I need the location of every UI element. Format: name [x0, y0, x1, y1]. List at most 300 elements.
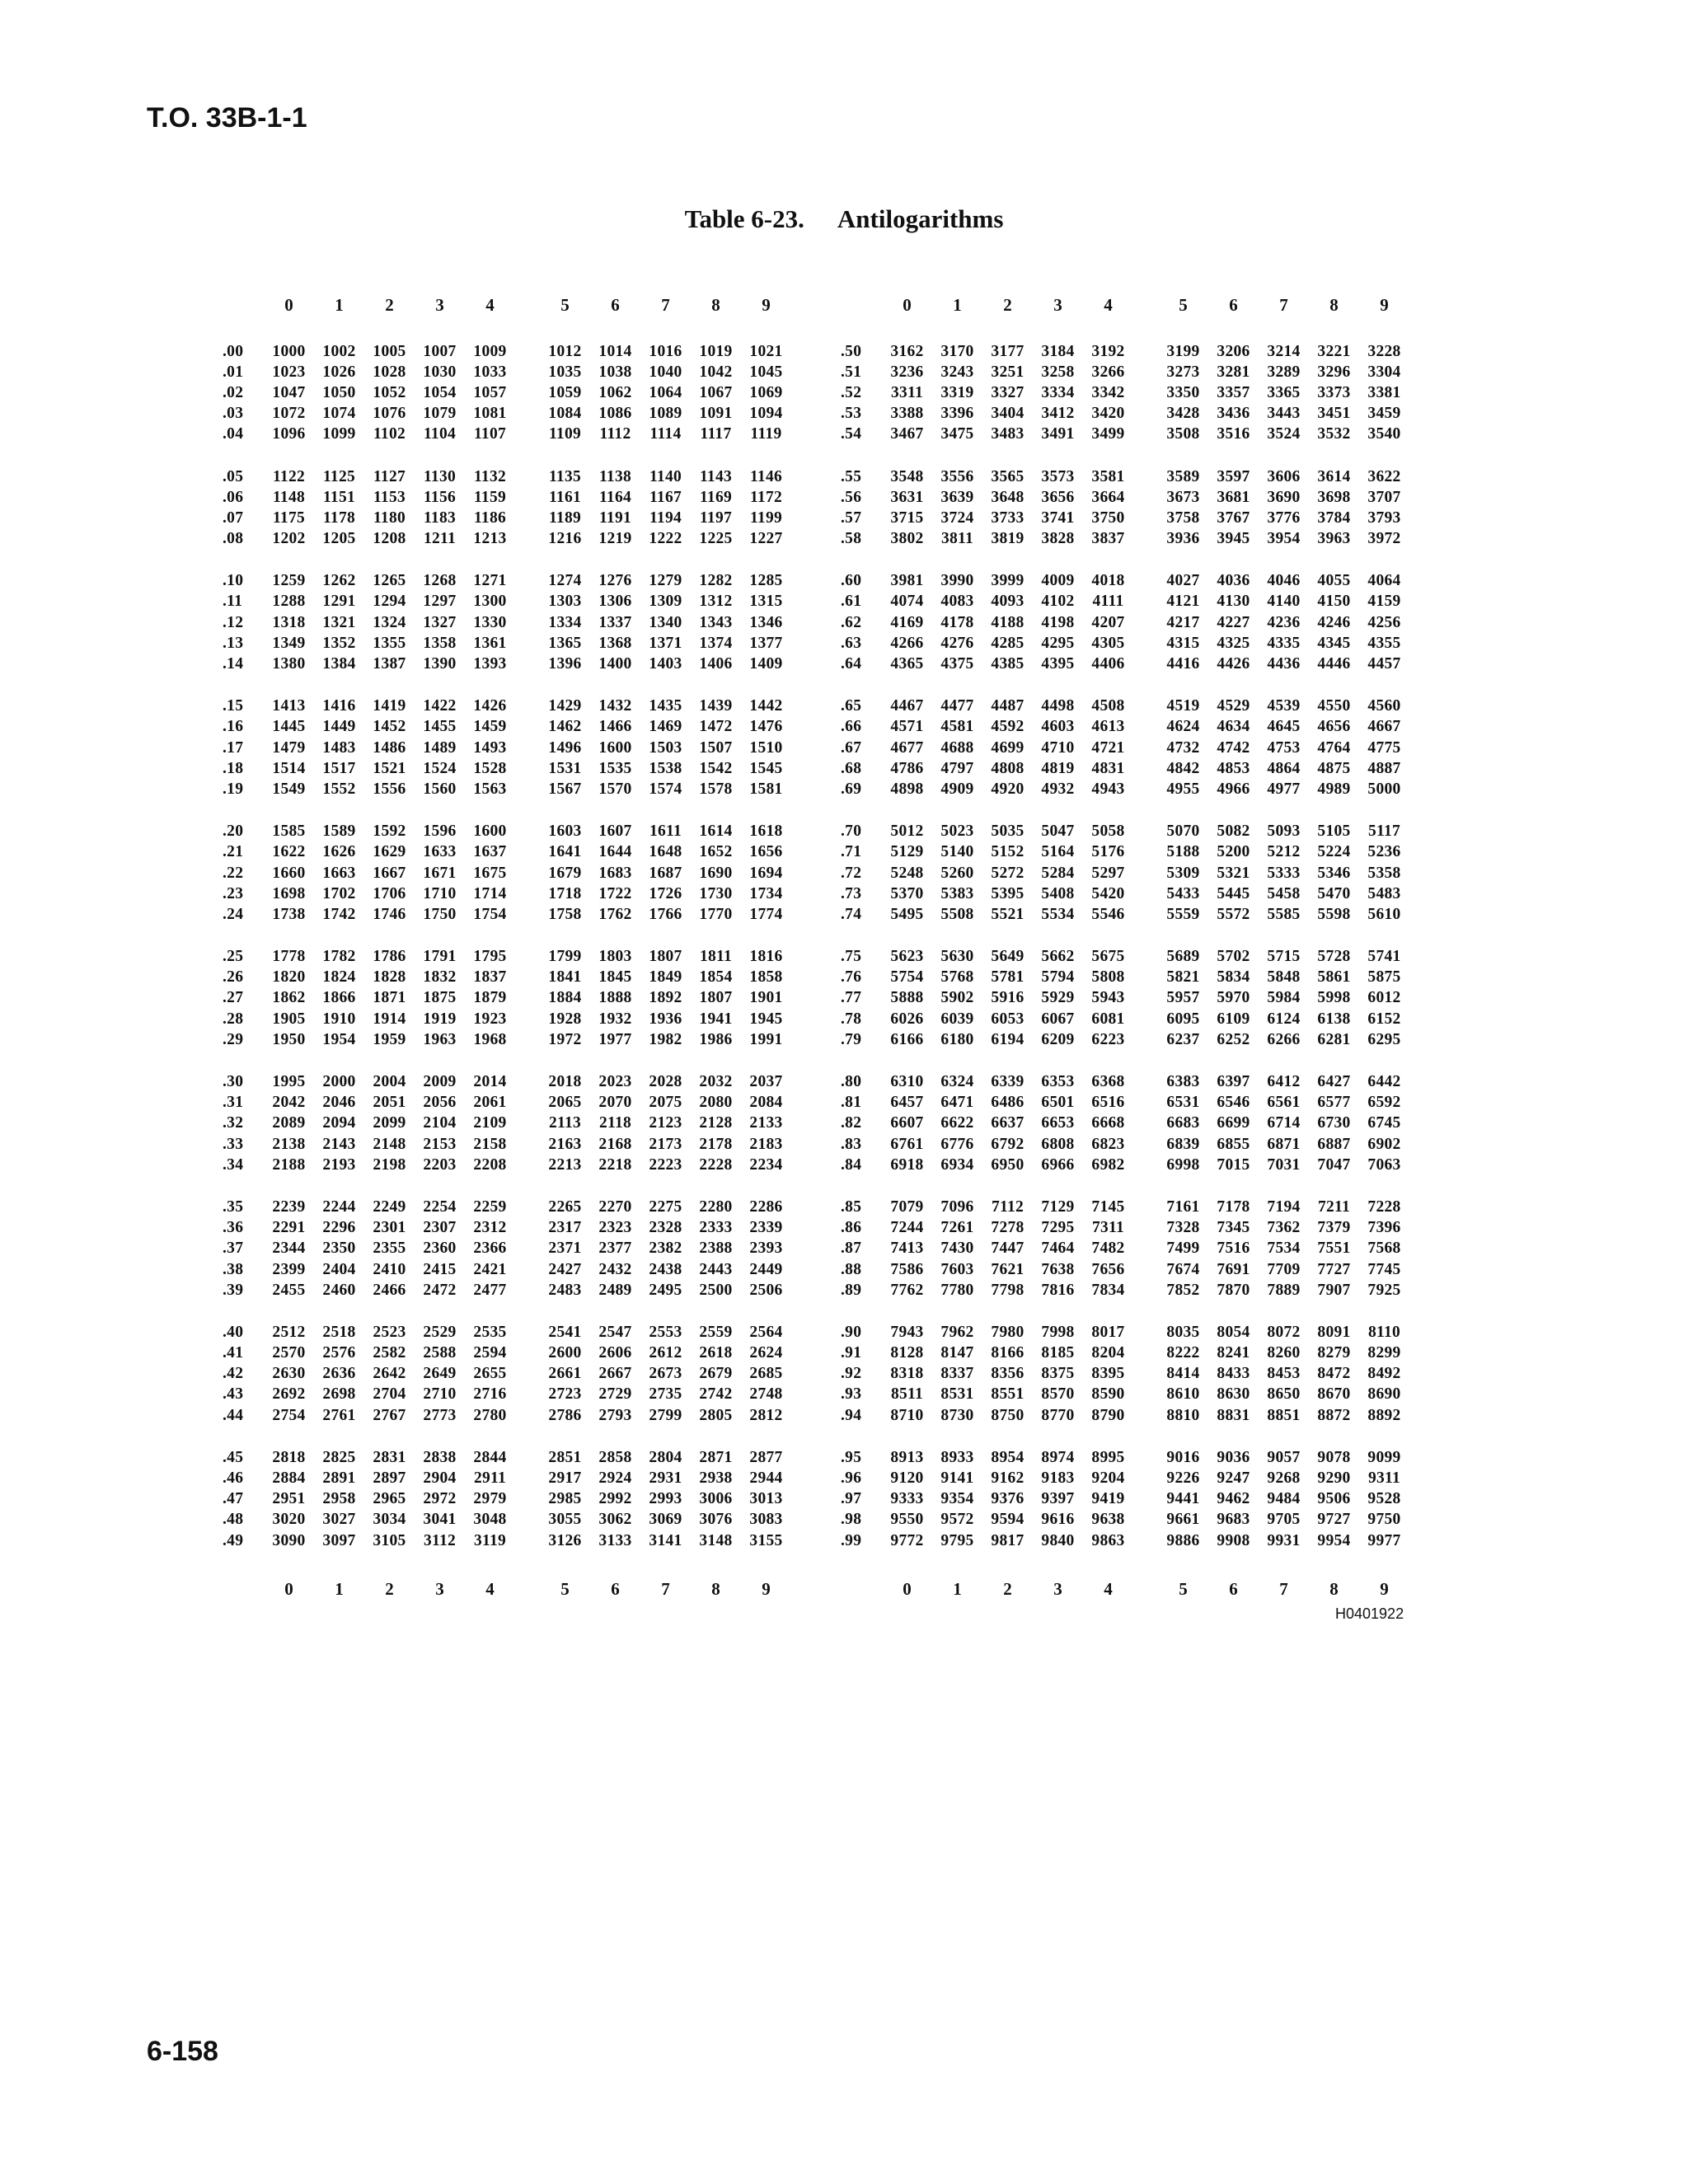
antilog-value: 4295 — [1041, 634, 1075, 652]
antilog-value: 2355 — [373, 1240, 406, 1258]
antilog-value: 2382 — [649, 1240, 682, 1258]
antilog-value: 3963 — [1317, 530, 1351, 548]
antilog-value: 2323 — [598, 1219, 632, 1237]
antilog-value: 4764 — [1317, 738, 1351, 757]
antilog-value: 1718 — [548, 884, 582, 902]
antilog-value: 5929 — [1041, 989, 1075, 1007]
antilog-value: 8279 — [1317, 1344, 1351, 1362]
antilog-value: 2636 — [322, 1365, 356, 1383]
antilog-value: 6745 — [1367, 1114, 1401, 1132]
antilog-value: 1393 — [473, 655, 507, 673]
antilog-value: 1151 — [322, 488, 356, 506]
antilog-value: 4266 — [890, 634, 924, 652]
table-row — [841, 1510, 1409, 1530]
antilog-value: 4753 — [1267, 738, 1301, 757]
antilog-value: 9772 — [890, 1531, 924, 1549]
mantissa-label: .15 — [223, 697, 244, 715]
antilog-value: 1479 — [272, 738, 306, 757]
antilog-value: 1282 — [699, 572, 733, 590]
antilog-value: 2133 — [749, 1114, 783, 1132]
antilog-value: 1361 — [473, 634, 507, 652]
mantissa-label: .71 — [841, 843, 862, 861]
antilog-value: 1585 — [272, 823, 306, 841]
antilog-value: 4159 — [1367, 593, 1401, 611]
antilog-value: 1574 — [649, 780, 682, 798]
table-row — [841, 1071, 1409, 1092]
antilog-value: 4887 — [1367, 759, 1401, 777]
antilog-value: 2275 — [649, 1197, 682, 1216]
antilog-value: 1365 — [548, 634, 582, 652]
column-digit: 1 — [335, 1578, 344, 1599]
antilog-value: 4365 — [890, 655, 924, 673]
antilog-value: 5675 — [1091, 948, 1125, 966]
antilog-value: 1614 — [699, 823, 733, 841]
column-digit: 9 — [762, 294, 771, 315]
antilog-value: 6808 — [1041, 1135, 1075, 1153]
antilog-value: 4498 — [1041, 697, 1075, 715]
antilog-value: 5188 — [1166, 843, 1200, 861]
antilog-value: 1191 — [598, 509, 632, 527]
antilog-value: 3936 — [1166, 530, 1200, 548]
antilog-value: 9572 — [940, 1511, 974, 1529]
antilog-value: 2624 — [749, 1344, 783, 1362]
mantissa-label: .22 — [223, 864, 244, 882]
row-group — [223, 947, 791, 1051]
antilog-value: 2291 — [272, 1219, 306, 1237]
antilog-value: 1172 — [749, 488, 783, 506]
table-row — [223, 1009, 791, 1029]
antilog-value: 1009 — [473, 342, 507, 360]
antilog-value: 1871 — [373, 989, 406, 1007]
antilog-value: 1377 — [749, 634, 783, 652]
antilog-value: 1019 — [699, 342, 733, 360]
antilog-value: 1462 — [548, 718, 582, 736]
antilog-value: 4457 — [1367, 655, 1401, 673]
antilog-value: 7998 — [1041, 1323, 1075, 1341]
antilog-value: 1294 — [373, 593, 406, 611]
antilog-value: 1409 — [749, 655, 783, 673]
antilog-value: 1148 — [272, 488, 306, 506]
table-row — [841, 1093, 1409, 1113]
antilog-value: 1660 — [272, 864, 306, 882]
antilog-value: 1910 — [322, 1010, 356, 1028]
mantissa-label: .39 — [223, 1281, 244, 1299]
antilog-value: 5383 — [940, 884, 974, 902]
antilog-value: 1297 — [423, 593, 457, 611]
antilog-value: 3733 — [991, 509, 1025, 527]
document-id: T.O. 33B-1-1 — [147, 102, 307, 134]
antilog-value: 7798 — [991, 1281, 1025, 1299]
antilog-value: 1211 — [423, 530, 457, 548]
antilog-value: 3097 — [322, 1531, 356, 1549]
row-group — [841, 571, 1409, 675]
antilog-value: 2951 — [272, 1490, 306, 1508]
antilog-value: 2754 — [272, 1406, 306, 1424]
antilog-value: 9931 — [1267, 1531, 1301, 1549]
antilog-value: 8790 — [1091, 1406, 1125, 1424]
antilog-value: 2679 — [699, 1365, 733, 1383]
antilog-value: 5754 — [890, 968, 924, 987]
table-row — [223, 988, 791, 1009]
antilog-value: 2512 — [272, 1323, 306, 1341]
antilog-value: 8433 — [1217, 1365, 1250, 1383]
table-row — [223, 341, 791, 362]
antilog-value: 1069 — [749, 383, 783, 401]
antilog-value: 7727 — [1317, 1260, 1351, 1278]
antilog-value: 3945 — [1217, 530, 1250, 548]
mantissa-label: .28 — [223, 1010, 244, 1028]
antilog-value: 2871 — [699, 1448, 733, 1466]
antilog-value: 5164 — [1041, 843, 1075, 861]
antilog-value: 5470 — [1317, 884, 1351, 902]
antilog-value: 1426 — [473, 697, 507, 715]
column-header-row — [841, 288, 1409, 321]
table-row — [223, 466, 791, 487]
antilog-value: 1368 — [598, 634, 632, 652]
antilog-value: 1186 — [473, 509, 507, 527]
antilog-value: 1138 — [598, 467, 632, 485]
mantissa-label: .32 — [223, 1114, 244, 1132]
antilog-value: 5483 — [1367, 884, 1401, 902]
antilog-value: 1968 — [473, 1030, 507, 1048]
antilog-value: 1560 — [423, 780, 457, 798]
antilog-value: 2109 — [473, 1114, 507, 1132]
antilog-value: 1514 — [272, 759, 306, 777]
antilog-value: 3126 — [548, 1531, 582, 1549]
antilog-value: 3148 — [699, 1531, 733, 1549]
antilog-value: 7925 — [1367, 1281, 1401, 1299]
antilog-value: 3013 — [749, 1490, 783, 1508]
antilog-value: 4178 — [940, 613, 974, 631]
antilog-value: 6252 — [1217, 1030, 1250, 1048]
column-digit: 0 — [903, 294, 912, 315]
table-row — [223, 592, 791, 612]
antilog-value: 8710 — [890, 1406, 924, 1424]
antilog-value: 1581 — [749, 780, 783, 798]
antilog-value: 1079 — [423, 405, 457, 423]
antilog-value: 3750 — [1091, 509, 1125, 527]
antilog-value: 2270 — [598, 1197, 632, 1216]
antilog-value: 8414 — [1166, 1365, 1200, 1383]
mantissa-label: .21 — [223, 843, 244, 861]
antilog-value: 2773 — [423, 1406, 457, 1424]
antilog-value: 1507 — [699, 738, 733, 757]
antilog-value: 1265 — [373, 572, 406, 590]
antilog-value: 1875 — [423, 989, 457, 1007]
table-row — [841, 1009, 1409, 1029]
mantissa-label: .57 — [841, 509, 862, 527]
column-digit: 8 — [1329, 294, 1339, 315]
column-digit: 5 — [1179, 294, 1188, 315]
mantissa-label: .16 — [223, 718, 244, 736]
antilog-value: 3006 — [699, 1490, 733, 1508]
antilog-value: 2415 — [423, 1260, 457, 1278]
antilog-value: 1795 — [473, 948, 507, 966]
antilog-value: 2113 — [548, 1114, 582, 1132]
antilog-value: 1791 — [423, 948, 457, 966]
table-row — [841, 341, 1409, 362]
antilog-value: 3069 — [649, 1511, 682, 1529]
antilog-value: 5082 — [1217, 823, 1250, 841]
antilog-value: 5236 — [1367, 843, 1401, 861]
column-digit: 4 — [485, 294, 495, 315]
mantissa-label: .44 — [223, 1406, 244, 1424]
antilog-value: 6166 — [890, 1030, 924, 1048]
mantissa-label: .03 — [223, 405, 244, 423]
table-row — [841, 633, 1409, 654]
antilog-value: 2037 — [749, 1073, 783, 1091]
mantissa-label: .33 — [223, 1135, 244, 1153]
antilog-value: 3589 — [1166, 467, 1200, 485]
antilog-value: 1726 — [649, 884, 682, 902]
antilog-value: 8974 — [1041, 1448, 1075, 1466]
antilog-value: 2500 — [699, 1281, 733, 1299]
antilog-value: 2547 — [598, 1323, 632, 1341]
antilog-value: 3319 — [940, 383, 974, 401]
table-row — [223, 1489, 791, 1510]
antilog-value: 1396 — [548, 655, 582, 673]
antilog-value: 6427 — [1317, 1073, 1351, 1091]
column-digit: 5 — [1179, 1578, 1188, 1599]
antilog-value: 4009 — [1041, 572, 1075, 590]
antilog-value: 3999 — [991, 572, 1025, 590]
antilog-value: 2805 — [699, 1406, 733, 1424]
row-group — [841, 947, 1409, 1051]
mantissa-label: .56 — [841, 488, 862, 506]
row-group — [841, 1197, 1409, 1301]
antilog-value: 6152 — [1367, 1010, 1401, 1028]
antilog-value: 5333 — [1267, 864, 1301, 882]
antilog-value: 4529 — [1217, 697, 1250, 715]
antilog-value: 1096 — [272, 425, 306, 443]
antilog-value: 2339 — [749, 1219, 783, 1237]
antilog-value: 4207 — [1091, 613, 1125, 631]
antilog-value: 5834 — [1217, 968, 1250, 987]
antilog-value: 5794 — [1041, 968, 1075, 987]
antilog-value: 4064 — [1367, 572, 1401, 590]
antilog-value: 7261 — [940, 1219, 974, 1237]
antilog-value: 5715 — [1267, 948, 1301, 966]
antilog-value: 4345 — [1317, 634, 1351, 652]
table-row — [841, 1322, 1409, 1343]
antilog-value: 8750 — [991, 1406, 1025, 1424]
table-row — [841, 571, 1409, 592]
antilog-value: 2570 — [272, 1344, 306, 1362]
table-row — [841, 988, 1409, 1009]
antilog-value: 2080 — [699, 1094, 733, 1112]
antilog-value: 2123 — [649, 1114, 682, 1132]
antilog-value: 3573 — [1041, 467, 1075, 485]
antilog-value: 7962 — [940, 1323, 974, 1341]
antilog-value: 6266 — [1267, 1030, 1301, 1048]
antilog-value: 1694 — [749, 864, 783, 882]
mantissa-label: .34 — [223, 1155, 244, 1174]
antilog-value: 2051 — [373, 1094, 406, 1112]
antilog-value: 4315 — [1166, 634, 1200, 652]
antilog-value: 3698 — [1317, 488, 1351, 506]
antilog-value: 6823 — [1091, 1135, 1125, 1153]
antilog-value: 2655 — [473, 1365, 507, 1383]
antilog-value: 4046 — [1267, 572, 1301, 590]
table-row — [841, 947, 1409, 968]
antilog-value: 9954 — [1317, 1531, 1351, 1549]
antilog-value: 3251 — [991, 363, 1025, 381]
antilog-value: 4842 — [1166, 759, 1200, 777]
table-number: Table 6-23. — [684, 204, 804, 233]
antilog-value: 6124 — [1267, 1010, 1301, 1028]
antilog-value: 2455 — [272, 1281, 306, 1299]
page-number: 6-158 — [147, 2036, 218, 2067]
antilog-value: 4688 — [940, 738, 974, 757]
antilog-value: 5610 — [1367, 905, 1401, 923]
mantissa-label: .91 — [841, 1344, 862, 1362]
antilog-value: 1072 — [272, 405, 306, 423]
antilog-value: 2094 — [322, 1114, 356, 1132]
table-row — [223, 1134, 791, 1155]
antilog-value: 1648 — [649, 843, 682, 861]
antilog-value: 9683 — [1217, 1511, 1250, 1529]
antilog-value: 5534 — [1041, 905, 1075, 923]
mantissa-label: .81 — [841, 1094, 862, 1112]
antilog-value: 1219 — [598, 530, 632, 548]
antilog-value: 1416 — [322, 697, 356, 715]
table-row — [223, 1343, 791, 1364]
antilog-value: 1074 — [322, 405, 356, 423]
antilog-value: 1406 — [699, 655, 733, 673]
antilog-value: 3741 — [1041, 509, 1075, 527]
antilog-value: 5176 — [1091, 843, 1125, 861]
column-digit: 9 — [1380, 1578, 1389, 1599]
antilog-value: 7145 — [1091, 1197, 1125, 1216]
antilog-value: 3381 — [1367, 383, 1401, 401]
antilog-value: 2825 — [322, 1448, 356, 1466]
table-row — [841, 1029, 1409, 1050]
antilog-value: 1403 — [649, 655, 682, 673]
antilog-value: 1094 — [749, 405, 783, 423]
table-row — [223, 1113, 791, 1134]
table-row — [841, 654, 1409, 674]
antilog-value: 4083 — [940, 593, 974, 611]
antilog-value: 2661 — [548, 1365, 582, 1383]
antilog-value: 6383 — [1166, 1073, 1200, 1091]
antilog-value: 1786 — [373, 948, 406, 966]
antilog-value: 1327 — [423, 613, 457, 631]
column-digit: 1 — [953, 1578, 962, 1599]
antilog-value: 1778 — [272, 948, 306, 966]
antilog-value: 1321 — [322, 613, 356, 631]
antilog-value: 2042 — [272, 1094, 306, 1112]
mantissa-label: .36 — [223, 1219, 244, 1237]
row-group — [223, 1322, 791, 1426]
column-digit: 4 — [1104, 294, 1113, 315]
antilog-value: 3793 — [1367, 509, 1401, 527]
mantissa-label: .14 — [223, 655, 244, 673]
mantissa-label: .49 — [223, 1531, 244, 1549]
table-row — [223, 424, 791, 445]
antilog-value: 7780 — [940, 1281, 974, 1299]
antilog-value: 3715 — [890, 509, 924, 527]
antilog-value: 1309 — [649, 593, 682, 611]
mantissa-label: .04 — [223, 425, 244, 443]
antilog-value: 8241 — [1217, 1344, 1250, 1362]
antilog-value: 6934 — [940, 1155, 974, 1174]
antilog-value: 2972 — [423, 1490, 457, 1508]
antilog-value: 1452 — [373, 718, 406, 736]
antilog-value: 4853 — [1217, 759, 1250, 777]
antilog-value: 1982 — [649, 1030, 682, 1048]
antilog-value: 1710 — [423, 884, 457, 902]
antilog-value: 3707 — [1367, 488, 1401, 506]
antilog-value: 3606 — [1267, 467, 1301, 485]
antilog-value: 3451 — [1317, 405, 1351, 423]
antilog-value: 5129 — [890, 843, 924, 861]
row-group — [223, 341, 791, 445]
antilog-value: 1064 — [649, 383, 682, 401]
antilog-value: 9795 — [940, 1531, 974, 1549]
antilog-value: 2535 — [473, 1323, 507, 1341]
antilog-value: 1611 — [649, 823, 682, 841]
antilog-value: 4831 — [1091, 759, 1125, 777]
antilog-value: 1563 — [473, 780, 507, 798]
antilog-value: 1762 — [598, 905, 632, 923]
antilog-value: 5630 — [940, 948, 974, 966]
mantissa-label: .35 — [223, 1197, 244, 1216]
antilog-value: 8851 — [1267, 1406, 1301, 1424]
table-row — [841, 466, 1409, 487]
antilog-value: 2891 — [322, 1469, 356, 1488]
antilog-value: 1528 — [473, 759, 507, 777]
antilog-value: 2213 — [548, 1155, 582, 1174]
table-row — [841, 779, 1409, 799]
table-row — [841, 1280, 1409, 1301]
antilog-value: 2244 — [322, 1197, 356, 1216]
antilog-value: 1963 — [423, 1030, 457, 1048]
column-digit: 8 — [711, 294, 720, 315]
antilog-value: 2028 — [649, 1073, 682, 1091]
antilog-value: 8453 — [1267, 1365, 1301, 1383]
mantissa-label: .60 — [841, 572, 862, 590]
antilog-value: 3258 — [1041, 363, 1075, 381]
antilog-value: 9162 — [991, 1469, 1025, 1488]
row-group — [841, 341, 1409, 445]
antilog-value: 2377 — [598, 1240, 632, 1258]
antilog-value: 1067 — [699, 383, 733, 401]
antilog-value: 4977 — [1267, 780, 1301, 798]
table-row — [841, 1385, 1409, 1405]
antilog-value: 2483 — [548, 1281, 582, 1299]
antilog-value: 1690 — [699, 864, 733, 882]
table-row — [223, 508, 791, 528]
antilog-value: 9484 — [1267, 1490, 1301, 1508]
antilog-value: 1268 — [423, 572, 457, 590]
column-digit: 1 — [335, 294, 344, 315]
antilog-value: 4436 — [1267, 655, 1301, 673]
antilog-value: 2748 — [749, 1385, 783, 1404]
table-row — [223, 1530, 791, 1551]
antilog-value: 2877 — [749, 1448, 783, 1466]
antilog-value: 4236 — [1267, 613, 1301, 631]
antilog-value: 1340 — [649, 613, 682, 631]
antilog-value: 1600 — [598, 738, 632, 757]
mantissa-label: .69 — [841, 780, 862, 798]
antilog-value: 1807 — [649, 948, 682, 966]
table-row — [841, 904, 1409, 925]
antilog-value: 2089 — [272, 1114, 306, 1132]
antilog-value: 3467 — [890, 425, 924, 443]
antilog-value: 2254 — [423, 1197, 457, 1216]
mantissa-label: .13 — [223, 634, 244, 652]
antilog-value: 6457 — [890, 1094, 924, 1112]
